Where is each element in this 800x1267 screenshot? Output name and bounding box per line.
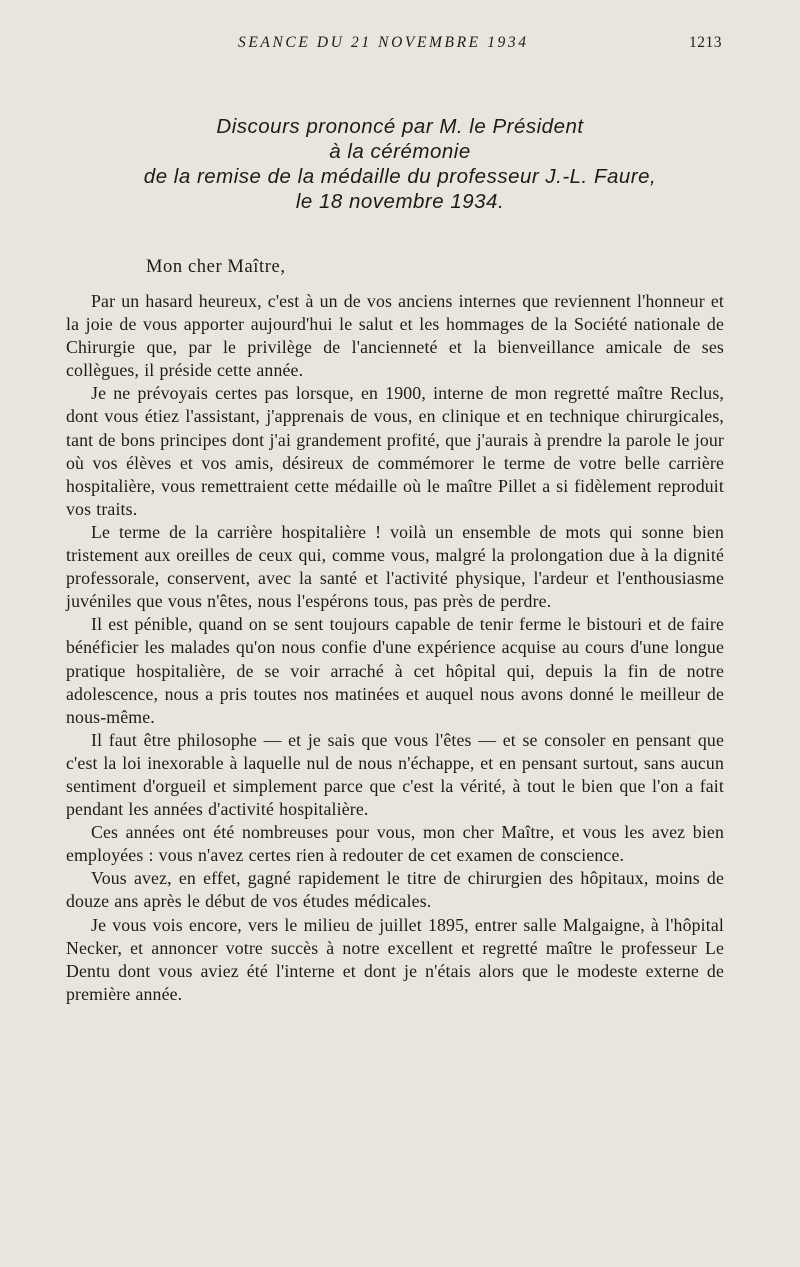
heading-line-4: le 18 novembre 1934.: [295, 190, 505, 213]
speech-body: [66, 290, 724, 1006]
paragraph-8: Je vous vois encore, vers le milieu de juillet 1895, entrer salle Malgaigne, à l'hôpital Necker, et annoncer votre succès à notre excellent et regretté maître le professeur Le Dentu dont vous aviez été l'interne et dont je n'étais alors que le modeste externe de première année.: [66, 914, 724, 1004]
running-head: [0, 34, 800, 58]
heading-line-2: à la cérémonie: [329, 140, 471, 163]
speech-heading: [60, 114, 740, 214]
paragraph-3: Le terme de la carrière hospitalière ! voilà un ensemble de mots qui sonne bien tristement aux oreilles de ceux qui, comme vous, malgré la prolongation due à la dignité professorale, conservent, avec la santé et l'activité physique, l'ardeur et l'enthousiasme juvéniles que vous n'êtes, nous l'espérons tous, pas près de perdre.: [66, 521, 724, 612]
heading-line-1: Discours prononcé par M. le Président: [216, 115, 584, 138]
page-number: 1213: [689, 34, 722, 51]
paragraph-5: Il faut être philosophe — et je sais que vous l'êtes — et se consoler en pensant que c'est la loi inexorable à laquelle nul de nous n'échappe, et en pensant surtout, sans aucun sentiment d'orgueil et simplement parce que c'est la vérité, à tout le bien que l'on a fait pendant les années d'activité hospitalière.: [66, 729, 724, 820]
paragraph-2: Je ne prévoyais certes pas lorsque, en 1900, interne de mon regretté maître Reclus, dont vous étiez l'assistant, j'apprenais de vous, en clinique et en technique chirurgicales, tant de bons principes dont j'ai grandement profité, que j'aurais à prendre la parole le jour où vos élèves et vos amis, désireux de commémorer le terme de votre belle carrière hospitalière, vous remettraient cette médaille où le maître Pillet a si fidèlement reproduit vos traits.: [66, 383, 724, 519]
paragraph-7: Vous avez, en effet, gagné rapidement le titre de chirurgien des hôpitaux, moins de douze ans après le début de vos études médicales.: [66, 868, 724, 912]
heading-line-3: de la remise de la médaille du professeur J.-L. Faure,: [143, 165, 657, 188]
paragraph-6: Ces années ont été nombreuses pour vous, mon cher Maître, et vous les avez bien employées : vous n'avez certes rien à redouter de cet examen de conscience.: [66, 822, 724, 866]
paragraph-4: Il est pénible, quand on se sent toujours capable de tenir ferme le bistouri et de faire bénéficier les malades qu'on nous confie d'une expérience acquise au cours d'une longue pratique hospitalière, de se voir arraché à cet hôpital qui, depuis la fin de notre adolescence, nous a pris toutes nos matinées et auquel nous avons donné le meilleur de nous-même.: [66, 614, 724, 727]
paragraph-1: Par un hasard heureux, c'est à un de vos anciens internes que reviennent l'honneur et la joie de vous apporter aujourd'hui le salut et les hommages de la Société nationale de Chirurgie que, par le privilège de l'ancienneté et la bienveillance amicale de ses collègues, il préside cette année.: [66, 291, 724, 381]
running-title: SEANCE DU 21 NOVEMBRE 1934: [238, 34, 529, 51]
salutation: Mon cher Maître,: [146, 257, 286, 277]
